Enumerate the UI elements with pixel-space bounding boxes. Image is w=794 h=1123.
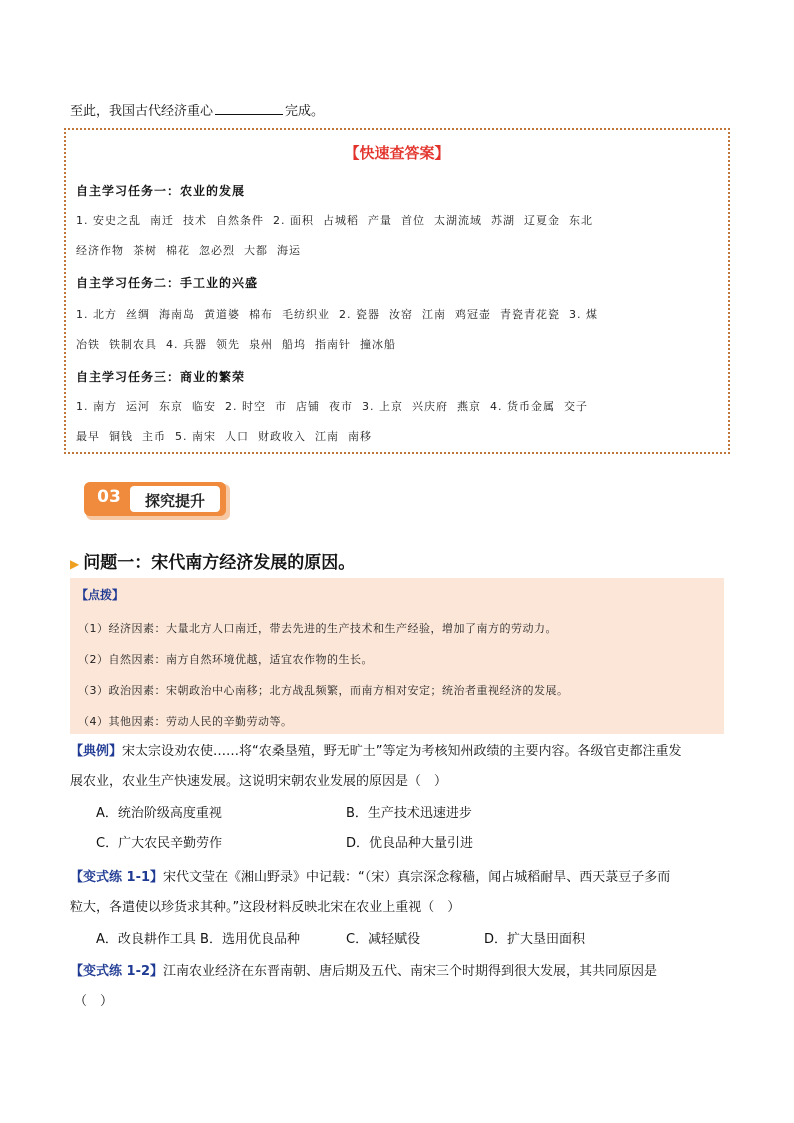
answer-term: 1. 安史之乱 [76, 214, 141, 227]
example-option-c[interactable]: C．广大农民辛勤劳作 [96, 836, 223, 851]
answer-term: 船坞 [282, 338, 306, 351]
answer-term: 产量 [368, 214, 392, 227]
answer-term: 苏湖 [491, 214, 515, 227]
variant-1-1-line-1 [70, 868, 670, 888]
answer-term: 大都 [244, 244, 268, 257]
answer-term: 棉花 [166, 244, 190, 257]
answer-term: 棉布 [249, 308, 273, 321]
answer-box-title: 【快速查答案】 [344, 144, 450, 162]
answer-term: 2. 面积 [273, 214, 314, 227]
answer-term: 5. 南宋 [175, 430, 216, 443]
example-option-a[interactable]: A．统治阶级高度重视 [96, 806, 222, 821]
answer-term: 运河 [126, 400, 150, 413]
intro-line [70, 100, 324, 122]
answer-term: 铜钱 [109, 430, 133, 443]
answer-term: 经济作物 [76, 244, 124, 257]
answer-term: 最早 [76, 430, 100, 443]
answer-term: 鸡冠壶 [455, 308, 491, 321]
answer-term: 太湖流域 [434, 214, 482, 227]
answer-term: 东京 [159, 400, 183, 413]
answer-term: 技术 [183, 214, 207, 227]
section-badge [84, 482, 232, 522]
variant-1-1-option-d[interactable]: D．扩大垦田面积 [484, 932, 586, 947]
task-2-heading: 自主学习任务二：手工业的兴盛 [76, 276, 259, 290]
answer-term: 茶树 [133, 244, 157, 257]
answer-term: 指南针 [315, 338, 351, 351]
variant-1-2-text-2: （ ） [74, 994, 114, 1009]
hint-line-3: （3）政治因素：宋朝政治中心南移；北方战乱频繁，而南方相对安定；统治者重视经济的发展。 [78, 684, 569, 697]
example-text-2: 展农业，农业生产快速发展。这说明宋朝农业发展的原因是（ ） [70, 774, 448, 789]
variant-1-2-tag: 【变式练 1-2】 [70, 964, 164, 979]
example-tag: 【典例】 [70, 744, 123, 759]
section-label: 探究提升 [144, 492, 205, 510]
answer-term: 2. 瓷器 [339, 308, 380, 321]
answer-term: 自然条件 [216, 214, 264, 227]
answer-term: 人口 [225, 430, 249, 443]
hint-title: 【点拨】 [76, 588, 125, 602]
answer-term: 1. 南方 [76, 400, 117, 413]
fill-blank[interactable] [215, 100, 283, 115]
task-1-line-1 [76, 212, 602, 228]
answer-term: 南移 [348, 430, 372, 443]
answer-term: 泉州 [249, 338, 273, 351]
answer-term: 4. 兵器 [166, 338, 207, 351]
answer-term: 2. 时空 [225, 400, 266, 413]
answer-term: 青瓷青花瓷 [500, 308, 560, 321]
hint-line-1: （1）经济因素：大量北方人口南迁，带去先进的生产技术和生产经验，增加了南方的劳动力。 [78, 622, 557, 635]
answer-term: 冶铁 [76, 338, 100, 351]
intro-suffix: 完成。 [285, 104, 325, 119]
example-line-1 [70, 742, 682, 762]
answer-term: 辽夏金 [524, 214, 560, 227]
answer-term: 1. 北方 [76, 308, 117, 321]
answer-term: 4. 货币金属 [490, 400, 555, 413]
answer-term: 毛纺织业 [282, 308, 330, 321]
answer-term: 夜市 [329, 400, 353, 413]
answer-term: 交子 [564, 400, 588, 413]
task-1-line-2 [76, 242, 310, 258]
hint-line-4: （4）其他因素：劳动人民的辛勤劳动等。 [78, 715, 293, 728]
answer-term: 撞冰船 [360, 338, 396, 351]
variant-1-1-option-c[interactable]: C．减轻赋役 [346, 932, 421, 947]
hint-box [70, 578, 724, 734]
task-1-heading: 自主学习任务一：农业的发展 [76, 184, 246, 198]
answer-term: 江南 [315, 430, 339, 443]
answer-term: 江南 [422, 308, 446, 321]
task-3-heading: 自主学习任务三：商业的繁荣 [76, 370, 246, 384]
hint-line-2: （2）自然因素：南方自然环境优越，适宜农作物的生长。 [78, 653, 373, 666]
variant-1-1-tag: 【变式练 1-1】 [70, 870, 164, 885]
answer-term: 领先 [216, 338, 240, 351]
answer-term: 主币 [142, 430, 166, 443]
answer-term: 3. 上京 [362, 400, 403, 413]
problem-heading [70, 548, 355, 573]
problem-heading-text: 问题一：宋代南方经济发展的原因。 [83, 553, 356, 573]
task-2-line-1 [76, 306, 607, 322]
variant-1-2-text-1: 江南农业经济在东晋南朝、唐后期及五代、南宋三个时期得到很大发展，其共同原因是 [163, 964, 658, 979]
answer-term: 丝绸 [126, 308, 150, 321]
answer-term: 占城稻 [323, 214, 359, 227]
section-number: 03 [97, 487, 121, 507]
answer-term: 3. 煤 [569, 308, 598, 321]
variant-1-1-option-ab[interactable]: A．改良耕作工具 B．选用优良品种 [96, 932, 300, 947]
variant-1-1-text-1: 宋代文莹在《湘山野录》中记载：“（宋）真宗深念稼穑，闻占城稻耐旱、西天菉豆子多而 [163, 870, 671, 885]
answer-term: 财政收入 [258, 430, 306, 443]
answer-term: 临安 [192, 400, 216, 413]
answer-term: 忽必烈 [199, 244, 235, 257]
answer-term: 燕京 [457, 400, 481, 413]
variant-1-1-text-2: 粒大，各遣使以珍货求其种。”这段材料反映北宋在农业上重视（ ） [70, 900, 461, 915]
answer-term: 汝窑 [389, 308, 413, 321]
example-option-d[interactable]: D．优良品种大量引进 [346, 836, 474, 851]
answer-term: 海南岛 [159, 308, 195, 321]
answer-term: 铁制农具 [109, 338, 157, 351]
answer-term: 海运 [277, 244, 301, 257]
answer-term: 黄道婆 [204, 308, 240, 321]
variant-1-2-line-1 [70, 962, 657, 982]
example-text-1: 宋太宗设劝农使……将“农桑垦殖，野无旷土”等定为考核知州政绩的主要内容。各级官吏都注重发 [122, 744, 682, 759]
answer-term: 兴庆府 [412, 400, 448, 413]
task-3-line-2 [76, 428, 381, 444]
intro-prefix: 至此，我国古代经济重心 [70, 104, 214, 119]
answer-term: 市 [275, 400, 287, 413]
task-2-line-2 [76, 336, 405, 352]
answer-term: 东北 [569, 214, 593, 227]
example-option-b[interactable]: B．生产技术迅速进步 [346, 806, 472, 821]
task-3-line-1 [76, 398, 597, 414]
answer-term: 店铺 [296, 400, 320, 413]
quick-answer-box [64, 128, 730, 454]
triangle-icon: ▶ [70, 557, 80, 571]
answer-term: 南迁 [150, 214, 174, 227]
answer-term: 首位 [401, 214, 425, 227]
